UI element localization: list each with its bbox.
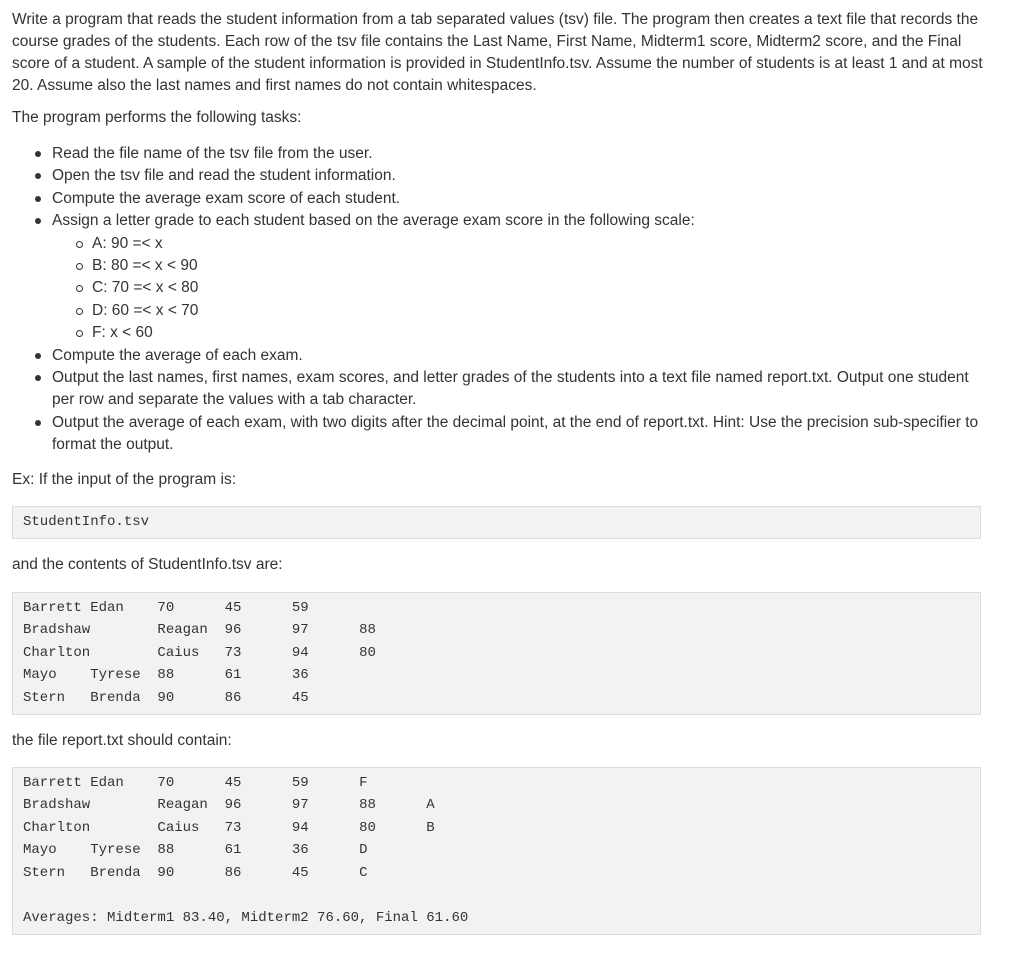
circle-bullet-icon	[76, 308, 83, 315]
report-rows: Barrett Edan 70 45 59 F Bradshaw Reagan 96 97 88 A Charlton Caius 73 94 80 B Mayo Tyrese 88 61 36 D Stern Brenda 90 86 45 C	[23, 774, 435, 882]
bullet-icon	[35, 375, 41, 381]
grade-scale-item: C: 70 =< x < 80	[92, 277, 987, 299]
bullet-icon	[35, 196, 41, 202]
bullet-icon	[35, 173, 41, 179]
tasks-heading: The program performs the following tasks:	[12, 109, 302, 126]
task-item: Open the tsv file and read the student information.	[52, 165, 987, 187]
intro-paragraph: Write a program that reads the student information from a tab separated values (tsv) file. The program then creates a text file that records the course grades of the students. Each row of the tsv file contains the Last Name, First Name, Midterm1 score, Midterm2 score, and the Final score of a student. A sample of the student information is provided in StudentInfo.tsv. Assume the number of students is at least 1 and at most 20. Assume also the last names and first names do not contain whitespaces.	[12, 11, 983, 94]
report-label: the file report.txt should contain:	[12, 731, 232, 749]
task-item: Compute the average exam score of each student.	[52, 188, 987, 210]
tsv-contents-block: Barrett Edan 70 45 59 Bradshaw Reagan 96 97 88 Charlton Caius 73 94 80 Mayo Tyrese 88 61 36 Stern Brenda 90 86 45	[12, 592, 981, 715]
task-item: Output the last names, first names, exam scores, and letter grades of the students into a text file named report.txt. Output one student per row and separate the values with a tab character.	[52, 367, 987, 412]
bullet-icon	[35, 353, 41, 359]
circle-bullet-icon	[76, 241, 83, 248]
problem-statement	[12, 9, 987, 935]
task-item: Output the average of each exam, with two digits after the decimal point, at the end of report.txt. Hint: Use the precision sub-specifier to format the output.	[52, 412, 987, 457]
contents-label: and the contents of StudentInfo.tsv are:	[12, 555, 283, 573]
grade-scale-item: F: x < 60	[92, 322, 987, 344]
circle-bullet-icon	[76, 330, 83, 337]
grade-scale-item: B: 80 =< x < 90	[92, 255, 987, 277]
grade-scale-list	[52, 233, 987, 345]
bullet-icon	[35, 420, 41, 426]
circle-bullet-icon	[76, 263, 83, 270]
grade-scale-item: D: 60 =< x < 70	[92, 300, 987, 322]
example-label: Ex: If the input of the program is:	[12, 470, 237, 488]
bullet-icon	[35, 151, 41, 157]
task-item: Assign a letter grade to each student based on the average exam score in the following scale: A: 90 =< x B: 80 =< x < 90 C: 70 =< x < 80 D: 60 =< x < 70 F: x < 60	[52, 210, 987, 344]
report-averages-line: Averages: Midterm1 83.40, Midterm2 76.60, Final 61.60	[23, 909, 469, 926]
task-item: Read the file name of the tsv file from the user.	[52, 143, 987, 165]
grade-scale-item: A: 90 =< x	[92, 233, 987, 255]
task-item: Compute the average of each exam.	[52, 345, 987, 367]
task-list	[12, 143, 987, 457]
example-input-block: StudentInfo.tsv	[12, 506, 981, 539]
circle-bullet-icon	[76, 285, 83, 292]
bullet-icon	[35, 218, 41, 224]
report-output-block	[12, 767, 981, 935]
